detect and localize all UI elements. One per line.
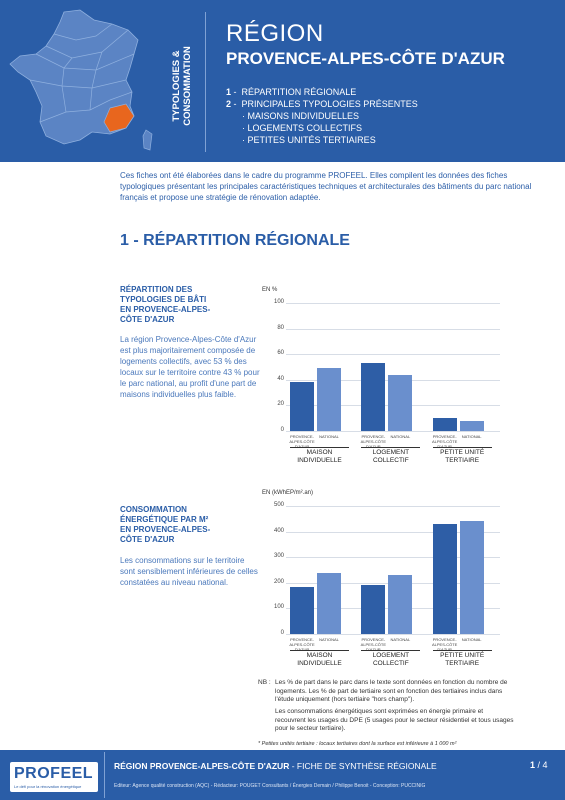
y-tick-label: 200 [273,578,284,585]
table-of-contents [226,86,418,146]
bar-region [361,363,385,431]
gridline [286,303,500,304]
bar-region [433,524,457,634]
y-tick-label: 300 [273,553,284,560]
category-label: MAISON INDIVIDUELLE [297,652,342,667]
block2-heading: CONSOMMATION ÉNERGÉTIQUE PAR M² EN PROVENCE-ALPES- CÔTE D'AZUR [120,505,211,544]
bar-label: PROVENCE-ALPES-CÔTE [289,637,315,647]
france-map [6,6,156,156]
block1-heading: RÉPARTITION DES TYPOLOGIES DE BÂTI EN PROVENCE-ALPES- CÔTE D'AZUR [120,285,211,324]
gridline [286,354,500,355]
toc-sub-item[interactable]: · LOGEMENTS COLLECTIFS [242,123,363,133]
bar-national [388,375,412,431]
bar-label: PROVENCE-ALPES-CÔTE [360,434,386,444]
bar-national [460,421,484,431]
bar-label: NATIONAL [390,637,411,642]
bar-region [290,382,314,431]
category-underline [433,447,492,448]
category-underline [361,447,420,448]
y-tick-label: 500 [273,502,284,508]
footer-divider [104,752,105,798]
bar-region [361,585,385,634]
chart-typologies [262,287,500,469]
footer-title: RÉGION PROVENCE-ALPES-CÔTE D'AZUR - FICHE DE SYNTHÈSE RÉGIONALE [114,761,437,771]
nb-label: NB : [258,679,271,686]
bar-label: PROVENCE-ALPES-CÔTE [431,434,458,444]
chart-unit-label: EN (kWhEP/m².an) [262,490,314,496]
y-tick-label: 60 [277,350,284,357]
category-label: PETITE UNITÉ TERTIAIRE [440,652,485,667]
toc-sub-item[interactable]: · MAISONS INDIVIDUELLES [242,111,360,121]
bar-region [290,587,314,634]
page-number: 1 / 4 [530,760,548,770]
y-tick-label: 0 [280,427,284,433]
toc-item[interactable]: 1 - RÉPARTITION RÉGIONALE [226,87,357,97]
gridline [286,329,500,330]
bar-label: PROVENCE-ALPES-CÔTE [431,637,458,647]
chart-unit-label: EN % [262,287,278,293]
bar-label: NATIONAL [461,434,482,439]
y-tick-label: 0 [280,630,284,636]
toc-item[interactable]: 2 - PRINCIPALES TYPOLOGIES PRÉSENTES [226,99,418,109]
footnote: * Petites unités tertiaire : locaux tertiaires dont la surface est inférieure à 1 000 m² [258,741,457,747]
category-underline [433,650,492,651]
y-tick-label: 100 [273,604,284,611]
bar-national [460,521,484,634]
page-title-region: RÉGION [226,20,324,47]
bar-label: NATIONAL [319,434,339,439]
y-tick-label: 100 [273,299,284,305]
category-label: PETITE UNITÉ TERTIAIRE [440,449,485,464]
footer-credits: Editeur: Agence qualité construction (AQC) - Rédacteur: POUGET Consultants / Énergies Demain / Philippe Benoit - Conception: PUCCINIG [114,783,426,789]
category-label: LOGEMENT COLLECTIF [372,652,410,667]
corsica [143,130,152,150]
gridline [286,634,500,635]
chart-consommation [262,490,500,672]
y-tick-label: 80 [277,324,284,331]
y-tick-label: 20 [277,401,284,408]
block2-text: Les consommations sur le territoire sont sensiblement inférieures de celles constatées au niveau national. [120,556,258,587]
gridline [286,506,500,507]
gridline [286,431,500,432]
bar-national [388,575,412,634]
bar-label: PROVENCE-ALPES-CÔTE [289,434,315,444]
page-title-name: PROVENCE-ALPES-CÔTE D'AZUR [226,49,505,68]
y-tick-label: 400 [273,527,284,534]
nb-paragraph-2: Les consommations énergétiques sont exprimées en énergie primaire et recouvrent les usages du DPE (5 usages pour le secteur résidentiel et tous usages pour le secteur tertiaire). [275,708,514,732]
side-label: TYPOLOGIES & CONSOMMATION [171,46,193,126]
logo-text: PROFEEL [14,765,94,782]
category-underline [290,447,349,448]
bar-national [317,368,341,431]
header-divider [205,12,206,152]
bar-national [317,573,341,634]
bar-label: NATIONAL [390,434,411,439]
bar-region [433,418,457,431]
category-label: MAISON INDIVIDUELLE [297,449,342,464]
category-underline [361,650,420,651]
section-title: 1 - RÉPARTITION RÉGIONALE [120,232,350,249]
category-underline [290,650,349,651]
intro-paragraph: Ces fiches ont été élaborées dans le cadre du programme PROFEEL. Elles compilent les données des fiches typologiques présentant les principales caractéristiques techniques et architecturales des bâtiments du parc national français et propose une stratégie de rénovation adaptée. [120,171,532,202]
bar-label: NATIONAL [319,637,339,642]
nb-paragraph-1: Les % de part dans le parc dans le texte sont données en fonction du nombre de logements. Les % de part de tertiaire sont en fonction des tertiaires inclus dans l'étude uniquement (hors tertiaire "hors champ"). [275,679,508,703]
block1-text: La région Provence-Alpes-Côte d'Azur est plus majoritairement composée de logements collectifs, avec 53 % des locaux sur le territoire contre 43 % pour le parc national, au profit d'une part de maisons individuelles plus faible. [120,335,260,399]
category-label: LOGEMENT COLLECTIF [372,449,410,464]
toc-sub-item[interactable]: · PETITES UNITÉS TERTIAIRES [242,135,376,145]
bar-label: NATIONAL [461,637,482,642]
bar-label: PROVENCE-ALPES-CÔTE [360,637,386,647]
logo-tagline: Le défi pour la rénovation énergétique [14,784,82,789]
y-tick-label: 40 [277,375,284,382]
